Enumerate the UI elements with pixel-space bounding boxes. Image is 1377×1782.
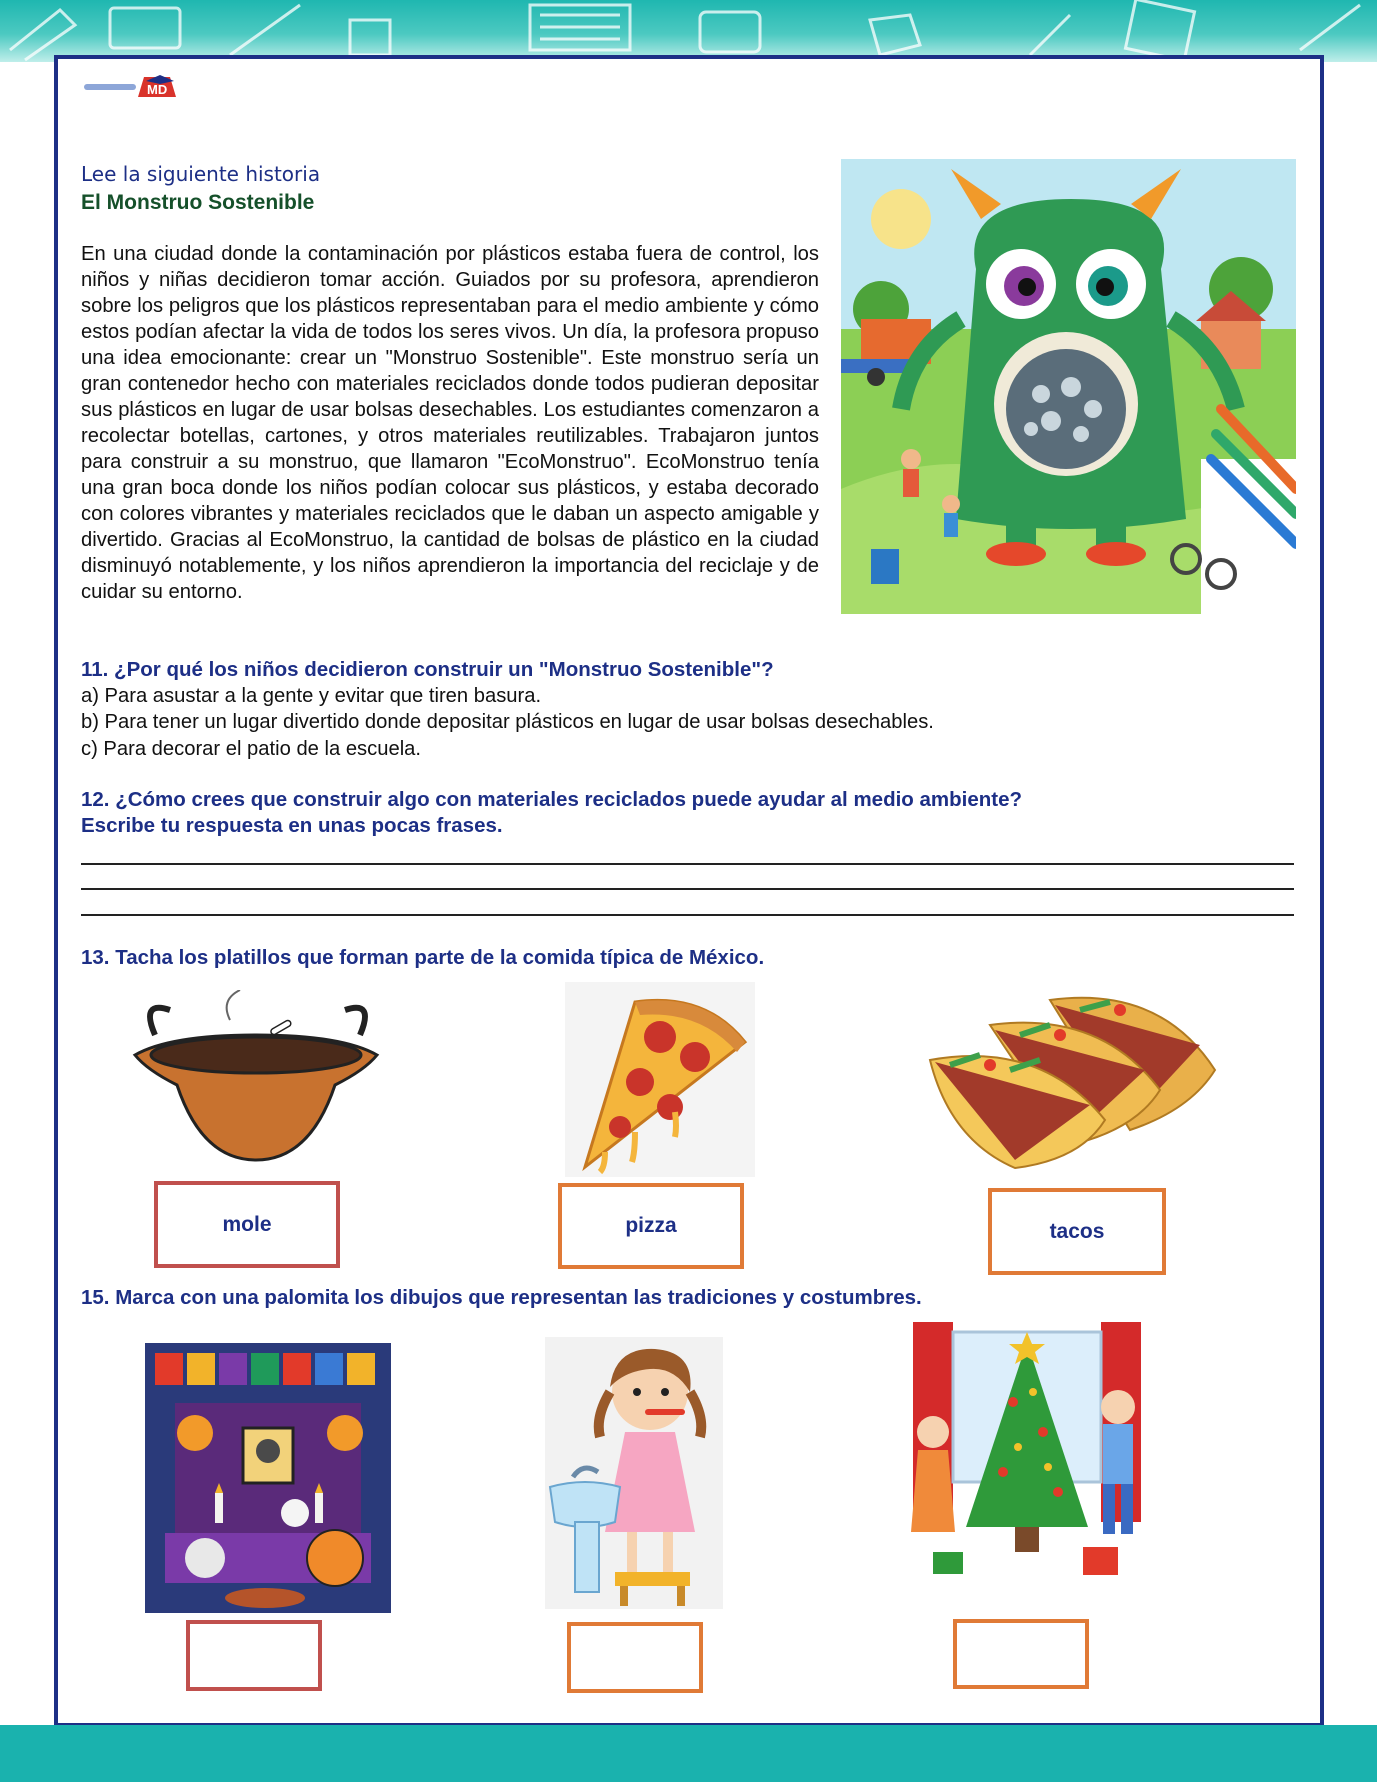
question-12-title: 12. ¿Cómo crees que construir algo con materiales reciclados puede ayudar al medio ambiente?: [81, 788, 1023, 811]
mole-pot-image: [130, 990, 382, 1165]
mole-label-box[interactable]: [154, 1181, 340, 1268]
story-title: El Monstruo Sostenible: [81, 191, 315, 214]
story-text: En una ciudad donde la contaminación por plásticos estaba fuera de control, los niños y niñas decidieron tomar acción. Guiados por su profesora, aprendieron sobre los peligros que los plásticos representaban para el medio ambiente y cómo estos podían afectar la vida de todos los seres vivos. Un día, la profesora propuso una idea emocionante: crear un "Monstruo Sostenible". Este monstruo sería un gran contenedor hecho con materiales reciclados donde todos pudieran depositar sus plásticos en lugar de usar bolsas desechables. Los estudiantes comenzaron a recolectar botellas, cartones, y otros materiales reutilizables. Trabajaron juntos para construir a su monstruo, que llamaron "EcoMonstruo". EcoMonstruo tenía una gran boca donde los niños podían colocar sus plásticos, y estaba decorado con colores vibrantes y materiales reciclados que le daban un aspecto amigable y divertido. Gracias al EcoMonstruo, la cantidad de bolsas de plástico en la ciudad disminuyó notablemente, y los niños aprendieron la importancia del reciclaje y de cuidar su entorno.: [81, 243, 819, 603]
christmas-check-box[interactable]: [953, 1619, 1089, 1689]
question-15-title: 15. Marca con una palomita los dibujos que representan las tradiciones y costumbres.: [81, 1286, 922, 1309]
answer-line-3[interactable]: [81, 914, 1294, 916]
question-11-option-a[interactable]: a) Para asustar a la gente y evitar que tiren basura.: [81, 685, 542, 707]
answer-line-2[interactable]: [81, 888, 1294, 890]
editorial-logo: [84, 72, 176, 102]
ecomonster-illustration: [841, 159, 1296, 614]
altar-check-box[interactable]: [186, 1620, 322, 1691]
tacos-label: tacos: [1049, 1219, 1105, 1243]
header-band: [0, 0, 1377, 62]
question-11-title: 11. ¿Por qué los niños decidieron construir un "Monstruo Sostenible"?: [81, 658, 774, 681]
girl-brushing-teeth-image: [545, 1337, 723, 1609]
footer-band: [0, 1725, 1377, 1782]
question-12-instruction: Escribe tu respuesta en unas pocas frases.: [81, 814, 503, 837]
school-doodles-icon: [0, 0, 1377, 62]
pizza-slice-image: [565, 982, 755, 1177]
question-11-option-c[interactable]: c) Para decorar el patio de la escuela.: [81, 738, 422, 760]
tacos-image: [920, 990, 1220, 1170]
tacos-label-box[interactable]: [988, 1188, 1166, 1275]
brushing-teeth-check-box[interactable]: [567, 1622, 703, 1693]
pizza-label-box[interactable]: [558, 1183, 744, 1269]
answer-line-1[interactable]: [81, 863, 1294, 865]
mole-label: mole: [222, 1212, 272, 1236]
day-of-the-dead-altar-image: [145, 1343, 391, 1613]
pizza-label: pizza: [625, 1214, 677, 1237]
question-13-title: 13. Tacha los platillos que forman parte de la comida típica de México.: [81, 946, 765, 969]
reading-instruction: Lee la siguiente historia: [81, 162, 321, 186]
logo-mark: MD: [147, 82, 168, 97]
question-11-option-b[interactable]: b) Para tener un lugar divertido donde depositar plásticos en lugar de usar bolsas desechables.: [81, 711, 934, 733]
christmas-tree-family-image: [903, 1322, 1151, 1584]
